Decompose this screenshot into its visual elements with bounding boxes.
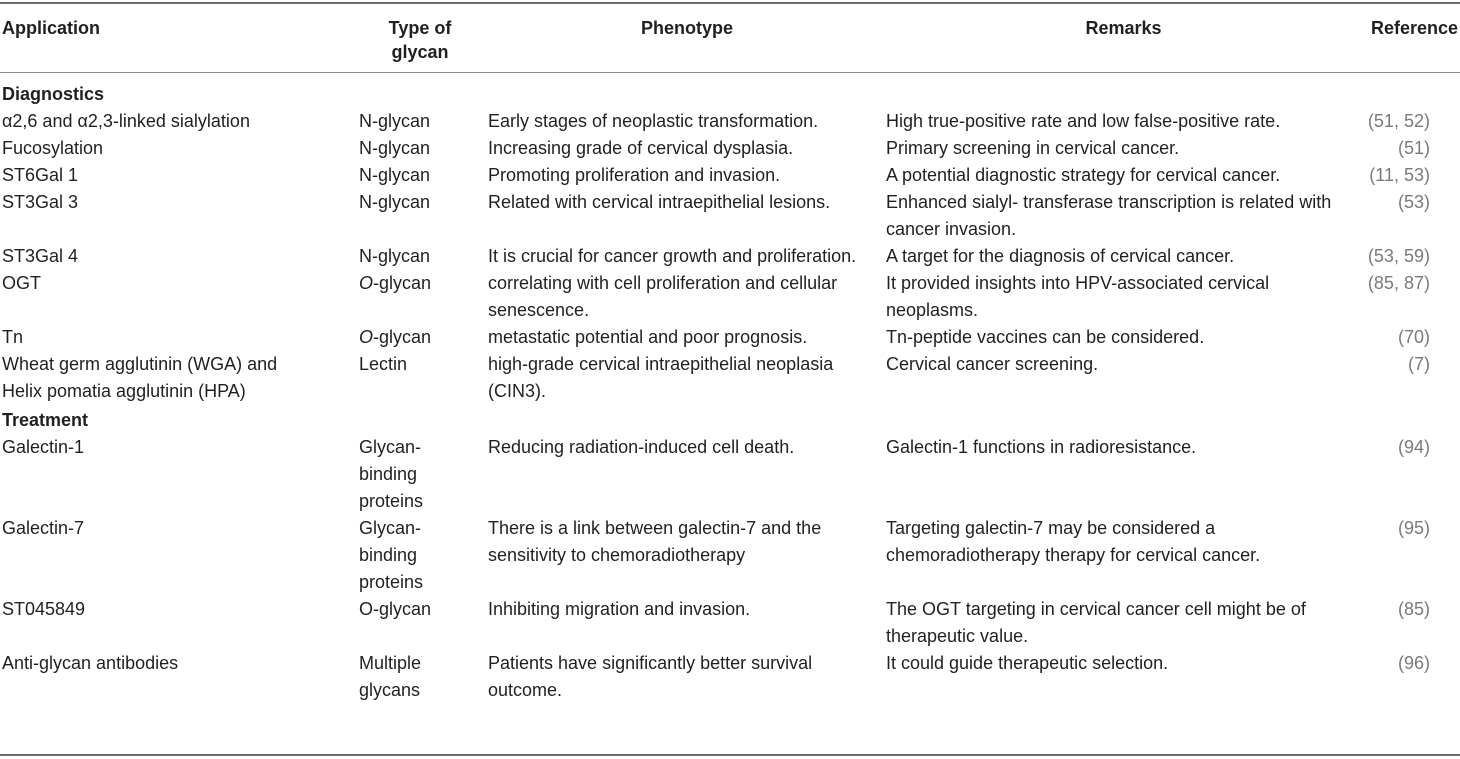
ref-close: ) — [1424, 354, 1430, 374]
remarks-text: Cervical cancer screening. — [886, 354, 1099, 374]
type-text — [359, 351, 459, 378]
cell-type — [352, 596, 488, 650]
type-label: O-glycan — [359, 599, 432, 619]
type-text — [359, 162, 459, 189]
cell-type — [352, 108, 488, 135]
type-label: N-glycan — [359, 165, 431, 185]
cell-application — [0, 650, 352, 704]
type-label: Glycan-binding proteins — [359, 437, 424, 511]
cell-application — [0, 108, 352, 135]
ref-open: ( — [1367, 111, 1374, 131]
header-reference: Reference — [1370, 18, 1458, 38]
ref-separator: , — [1393, 111, 1404, 131]
cell-phenotype — [488, 162, 886, 189]
cell-reference — [1361, 324, 1460, 351]
reference-link[interactable]: 94 — [1403, 437, 1424, 457]
reference-link[interactable]: 53 — [1373, 246, 1394, 266]
cell-remarks — [886, 270, 1361, 324]
type-label: -glycan — [373, 327, 432, 347]
remarks-text: Tn-peptide vaccines can be considered. — [886, 327, 1205, 347]
reference-link[interactable]: 52 — [1403, 111, 1424, 131]
ref-separator: , — [1393, 165, 1404, 185]
remarks-text: Primary screening in cervical cancer. — [886, 138, 1180, 158]
cell-remarks — [886, 650, 1361, 704]
type-text — [359, 108, 459, 135]
ref-close: ) — [1424, 111, 1430, 131]
table-row — [0, 108, 1460, 135]
ref-open: ( — [1369, 165, 1376, 185]
cell-phenotype — [488, 270, 886, 324]
cell-application — [0, 189, 352, 243]
reference-link[interactable]: 70 — [1403, 327, 1424, 347]
ref-close: ) — [1424, 246, 1430, 266]
ref-open: ( — [1397, 518, 1404, 538]
cell-type — [352, 351, 488, 405]
ref-open: ( — [1397, 599, 1404, 619]
reference-link[interactable]: 11 — [1375, 165, 1394, 185]
remarks-text: Targeting galectin-7 may be considered a chemoradiotherapy therapy for cervical cancer. — [886, 518, 1261, 565]
ref-close: ) — [1424, 327, 1430, 347]
cell-remarks — [886, 162, 1361, 189]
application-text: OGT — [2, 273, 41, 293]
cell-remarks — [886, 596, 1361, 650]
ref-open: ( — [1367, 273, 1374, 293]
section-title: Treatment — [2, 410, 89, 430]
cell-phenotype — [488, 189, 886, 243]
type-text — [359, 515, 441, 596]
cell-reference — [1361, 108, 1460, 135]
cell-remarks — [886, 324, 1361, 351]
section-title: Diagnostics — [2, 84, 105, 104]
cell-phenotype — [488, 351, 886, 405]
ref-close: ) — [1424, 599, 1430, 619]
type-text — [359, 135, 459, 162]
application-text: ST3Gal 3 — [2, 192, 79, 212]
cell-type — [352, 324, 488, 351]
remarks-text: Galectin-1 functions in radioresistance. — [886, 437, 1197, 457]
cell-application — [0, 324, 352, 351]
type-text — [359, 243, 459, 270]
section-row — [0, 73, 1460, 109]
ref-separator: , — [1393, 246, 1404, 266]
header-remarks: Remarks — [1085, 18, 1162, 38]
type-label: Lectin — [359, 354, 408, 374]
reference-link[interactable]: 53 — [1403, 192, 1424, 212]
cell-phenotype — [488, 650, 886, 704]
section-row — [0, 405, 1460, 434]
cell-application — [0, 243, 352, 270]
cell-phenotype — [488, 135, 886, 162]
table-row — [0, 243, 1460, 270]
cell-type — [352, 515, 488, 596]
cell-type — [352, 189, 488, 243]
remarks-text: A potential diagnostic strategy for cervical cancer. — [886, 165, 1281, 185]
cell-type — [352, 162, 488, 189]
type-italic-prefix: O — [359, 327, 374, 347]
application-text: Anti-glycan antibodies — [2, 653, 179, 673]
ref-close: ) — [1424, 165, 1430, 185]
ref-close: ) — [1424, 653, 1430, 673]
phenotype-text: Promoting proliferation and invasion. — [488, 165, 781, 185]
ref-open: ( — [1407, 354, 1414, 374]
cell-phenotype — [488, 324, 886, 351]
cell-type — [352, 270, 488, 324]
header-phenotype: Phenotype — [640, 18, 733, 38]
bottom-rule — [0, 754, 1460, 756]
phenotype-text: Inhibiting migration and invasion. — [488, 599, 751, 619]
phenotype-text: Patients have significantly better survival outcome. — [488, 653, 813, 700]
phenotype-text: high-grade cervical intraepithelial neoplasia (CIN3). — [488, 354, 834, 401]
table-row — [0, 189, 1460, 243]
reference-link[interactable]: 85 — [1403, 599, 1424, 619]
remarks-text: A target for the diagnosis of cervical cancer. — [886, 246, 1235, 266]
table-row — [0, 270, 1460, 324]
remarks-text: It provided insights into HPV-associated cervical neoplasms. — [886, 273, 1270, 320]
application-text: ST6Gal 1 — [2, 165, 79, 185]
reference-link[interactable]: 7 — [1413, 354, 1424, 374]
application-text: α2,6 and α2,3-linked sialylation — [2, 111, 250, 131]
table-row — [0, 162, 1460, 189]
cell-reference — [1361, 434, 1460, 515]
cell-remarks — [886, 189, 1361, 243]
table-row — [0, 596, 1460, 650]
cell-application — [0, 270, 352, 324]
type-text — [359, 324, 459, 351]
type-label: Multiple glycans — [359, 653, 422, 700]
type-text — [359, 434, 441, 515]
cell-application — [0, 162, 352, 189]
cell-reference — [1361, 596, 1460, 650]
application-text: ST3Gal 4 — [2, 246, 79, 266]
cell-remarks — [886, 351, 1361, 405]
glycan-applications-table — [0, 2, 1460, 704]
ref-close: ) — [1424, 518, 1430, 538]
application-text: Tn — [2, 327, 24, 347]
cell-phenotype — [488, 108, 886, 135]
cell-type — [352, 135, 488, 162]
application-text: Fucosylation — [2, 138, 104, 158]
reference-link[interactable]: 53 — [1403, 165, 1424, 185]
phenotype-text: metastatic potential and poor prognosis. — [488, 327, 808, 347]
cell-phenotype — [488, 596, 886, 650]
remarks-text: Enhanced sialyl- transferase transcription is related with cancer invasion. — [886, 192, 1332, 239]
table-row — [0, 135, 1460, 162]
reference-link[interactable]: 51 — [1373, 111, 1394, 131]
cell-reference — [1361, 189, 1460, 243]
cell-type — [352, 434, 488, 515]
reference-link[interactable]: 59 — [1403, 246, 1424, 266]
table-row — [0, 650, 1460, 704]
remarks-text: The OGT targeting in cervical cancer cell might be of therapeutic value. — [886, 599, 1306, 646]
cell-phenotype — [488, 434, 886, 515]
ref-close: ) — [1424, 192, 1430, 212]
cell-application — [0, 515, 352, 596]
ref-open: ( — [1367, 246, 1374, 266]
type-text — [359, 596, 459, 623]
type-label: Glycan-binding proteins — [359, 518, 424, 592]
table-body — [0, 73, 1460, 705]
type-text — [359, 270, 459, 297]
type-label: N-glycan — [359, 138, 431, 158]
cell-remarks — [886, 135, 1361, 162]
cell-application — [0, 434, 352, 515]
ref-open: ( — [1397, 437, 1404, 457]
type-text — [359, 189, 459, 216]
table-row — [0, 351, 1460, 405]
cell-type — [352, 650, 488, 704]
reference-link[interactable]: 51 — [1403, 138, 1424, 158]
type-label: -glycan — [373, 273, 432, 293]
table-row — [0, 324, 1460, 351]
header-application: Application — [2, 18, 100, 38]
cell-reference — [1361, 135, 1460, 162]
reference-link[interactable]: 87 — [1403, 273, 1424, 293]
application-text: Wheat germ agglutinin (WGA) and Helix pomatia agglutinin (HPA) — [2, 354, 278, 401]
reference-link[interactable]: 85 — [1373, 273, 1394, 293]
phenotype-text: Related with cervical intraepithelial lesions. — [488, 192, 831, 212]
type-label: N-glycan — [359, 246, 431, 266]
cell-application — [0, 351, 352, 405]
cell-reference — [1361, 270, 1460, 324]
header-type-text: Type of glycan — [388, 18, 452, 62]
cell-application — [0, 596, 352, 650]
reference-link[interactable]: 95 — [1403, 518, 1424, 538]
cell-remarks — [886, 434, 1361, 515]
header-type — [352, 3, 488, 73]
ref-open: ( — [1397, 138, 1404, 158]
ref-open: ( — [1397, 653, 1404, 673]
reference-link[interactable]: 96 — [1403, 653, 1424, 673]
cell-reference — [1361, 162, 1460, 189]
cell-phenotype — [488, 515, 886, 596]
phenotype-text: Early stages of neoplastic transformation. — [488, 111, 819, 131]
remarks-text: It could guide therapeutic selection. — [886, 653, 1169, 673]
type-label: N-glycan — [359, 111, 431, 131]
type-text — [359, 650, 459, 704]
cell-phenotype — [488, 243, 886, 270]
phenotype-text: There is a link between galectin-7 and the sensitivity to chemoradiotherapy — [488, 518, 822, 565]
cell-type — [352, 243, 488, 270]
remarks-text: High true-positive rate and low false-positive rate. — [886, 111, 1281, 131]
table-header — [0, 3, 1460, 73]
ref-close: ) — [1424, 138, 1430, 158]
application-text: ST045849 — [2, 599, 86, 619]
cell-application — [0, 135, 352, 162]
phenotype-text: correlating with cell proliferation and cellular senescence. — [488, 273, 838, 320]
ref-close: ) — [1424, 273, 1430, 293]
type-italic-prefix: O — [359, 273, 374, 293]
cell-remarks — [886, 243, 1361, 270]
phenotype-text: Increasing grade of cervical dysplasia. — [488, 138, 794, 158]
ref-open: ( — [1397, 327, 1404, 347]
application-text: Galectin-7 — [2, 518, 85, 538]
type-label: N-glycan — [359, 192, 431, 212]
cell-reference — [1361, 650, 1460, 704]
table-row — [0, 515, 1460, 596]
phenotype-text: Reducing radiation-induced cell death. — [488, 437, 795, 457]
cell-remarks — [886, 108, 1361, 135]
cell-reference — [1361, 351, 1460, 405]
application-text: Galectin-1 — [2, 437, 85, 457]
ref-close: ) — [1424, 437, 1430, 457]
ref-separator: , — [1393, 273, 1404, 293]
table-row — [0, 434, 1460, 515]
cell-reference — [1361, 243, 1460, 270]
cell-reference — [1361, 515, 1460, 596]
ref-open: ( — [1397, 192, 1404, 212]
phenotype-text: It is crucial for cancer growth and proliferation. — [488, 246, 857, 266]
cell-remarks — [886, 515, 1361, 596]
